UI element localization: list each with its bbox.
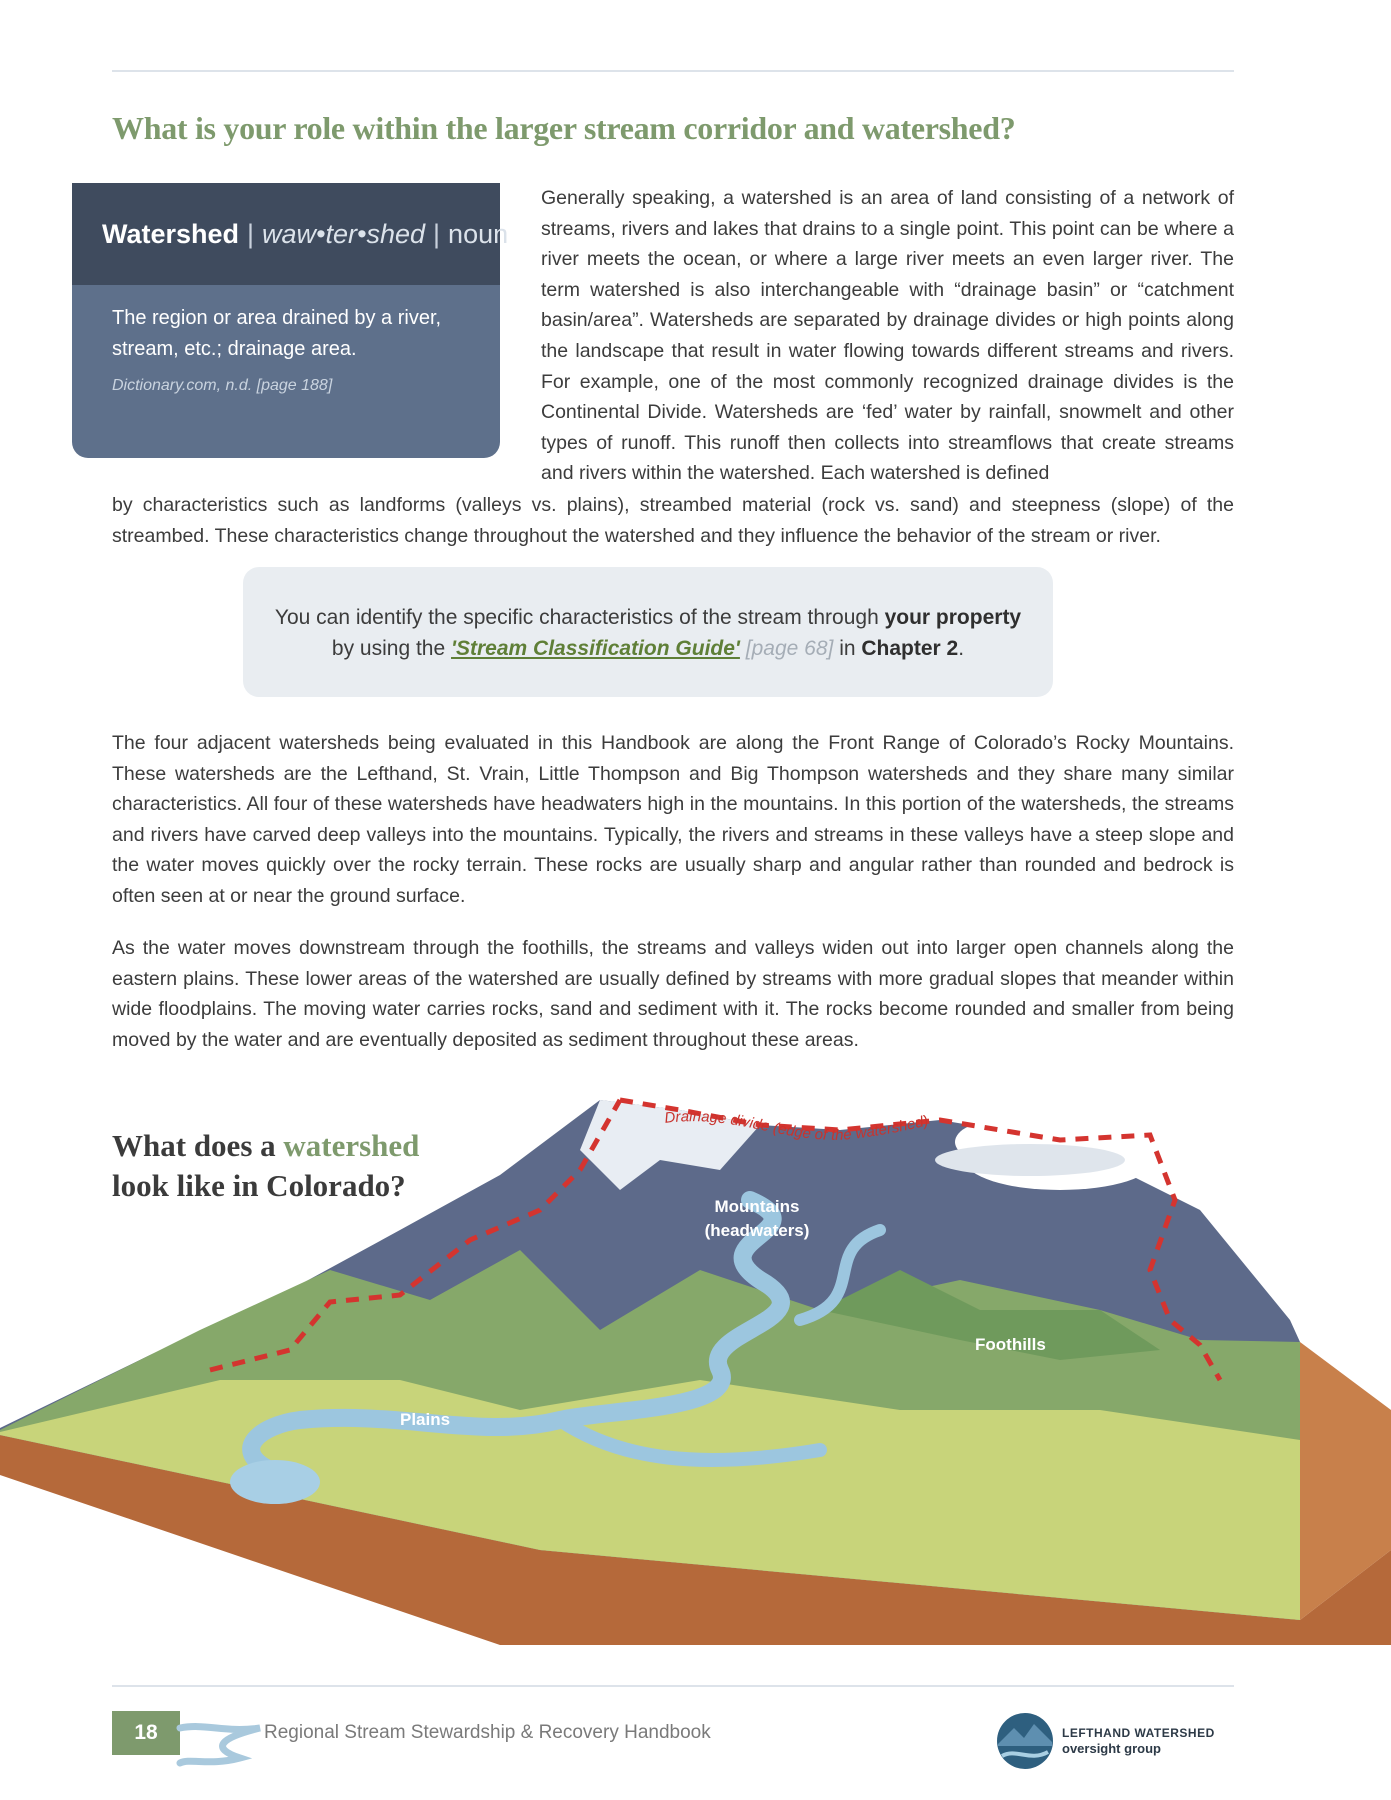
drainage-divide-label [660, 1098, 980, 1163]
callout-text: . [958, 637, 965, 660]
definition-card [72, 183, 509, 458]
drainage-divide-curve [660, 1098, 980, 1158]
stream-classification-guide-link[interactable]: 'Stream Classification Guide' [451, 637, 740, 660]
page-number: 18 [112, 1711, 180, 1755]
intro-paragraph: Generally speaking, a watershed is an area of land consisting of a network of streams, rivers and lakes that drains to a single point. This point can be where a river meets the ocean, or where a large river meets an even larger river. The term watershed is also interchangeable with “drainage basin” or “catchment basin/area”. Watersheds are separated by drainage divides or high points along the landscape that result in water flowing towards different streams and rivers. For example, one of the most commonly recognized drainage divides is the Continental Divide. Watersheds are ‘fed’ water by rainfall, snowmelt and other types of runoff. This runoff then collects into streamflows that create streams and rivers within the watershed. Each watershed is defined [541, 187, 1234, 485]
paragraph-3: As the water moves downstream through the foothills, the streams and valleys widen out into larger open channels along the eastern plains. These lower areas of the watershed are usually defined by streams with more gradual slopes that meander within wide floodplains. The moving water carries rocks, sand and sediment with it. The rocks become rounded and smaller from being moved by the water and are eventually deposited as sediment throughout these areas. [112, 937, 1234, 1051]
drainage-divide-text: Drainage divide (edge of the watershed) [663, 1108, 931, 1144]
label-mountains-text: Mountains [714, 1197, 800, 1216]
definition-part-of-speech: noun [448, 218, 509, 249]
label-mountains [692, 1195, 822, 1243]
definition-pronunciation: waw•ter•shed [262, 218, 426, 249]
svg-text:Drainage divide (edge of the [664, 1108, 930, 1144]
chapter-reference: Chapter 2 [861, 637, 959, 660]
wave-icon [180, 1718, 265, 1768]
definition-header [72, 183, 509, 285]
callout-bold: your property [884, 606, 1022, 629]
org-name: LEFTHAND WATERSHED [1062, 1726, 1215, 1740]
callout-text: You can identify the specific characteristics of the stream through [274, 606, 885, 629]
figure-title-text: look like in Colorado? [112, 1168, 406, 1203]
definition-body [72, 285, 500, 395]
page-reference[interactable]: [page 68] [745, 637, 834, 660]
callout-line-2 [243, 633, 1053, 664]
footer-rule [112, 1685, 1234, 1687]
label-foothills: Foothills [975, 1335, 1046, 1354]
divider: | [433, 218, 441, 249]
definition-term: Watershed [102, 218, 240, 249]
section-title: What is your role within the larger stream corridor and watershed? [112, 110, 1016, 146]
figure-title-accent: watershed [283, 1128, 420, 1163]
mountain-river-icon [996, 1712, 1054, 1770]
figure-title-text: What does a [112, 1128, 284, 1163]
definition-text: The region or area drained by a river, stream, etc.; drainage area. [112, 307, 442, 360]
intro-paragraph-continued: by characteristics such as landforms (valleys vs. plains), streambed material (rock vs. sand) and steepness (slope) of the streambed. These characteristics change throughout the watershed and they influence the behavior of the stream or river. [112, 494, 1234, 547]
org-logo [996, 1712, 1215, 1770]
divider: | [247, 218, 255, 249]
lake [230, 1460, 320, 1504]
paragraph-2: The four adjacent watersheds being evaluated in this Handbook are along the Front Range of Colorado’s Rocky Mountains. These watersheds are the Lefthand, St. Vrain, Little Thompson and Big Thompson watersheds and they share many similar characteristics. All four of these watersheds have headwaters high in the mountains. In this portion of the watersheds, the streams and rivers have carved deep valleys into the mountains. Typically, the rivers and streams in these valleys have a steep slope and the water moves quickly over the rocky terrain. These rocks are usually sharp and angular rather than rounded and bedrock is often seen at or near the ground surface. [112, 732, 1234, 907]
callout-text: in [833, 637, 862, 660]
label-plains: Plains [400, 1410, 451, 1429]
callout-box [243, 567, 1053, 697]
callout-line-1 [243, 602, 1053, 633]
definition-source: Dictionary.com, n.d. [page 188] [112, 377, 333, 394]
label-headwaters-text: (headwaters) [704, 1221, 810, 1240]
top-rule [112, 70, 1234, 72]
callout-text: by using the [331, 637, 452, 660]
figure-title [112, 1126, 419, 1206]
handbook-title: Regional Stream Stewardship & Recovery Handbook [264, 1722, 711, 1743]
org-subtitle: oversight group [1062, 1741, 1161, 1756]
